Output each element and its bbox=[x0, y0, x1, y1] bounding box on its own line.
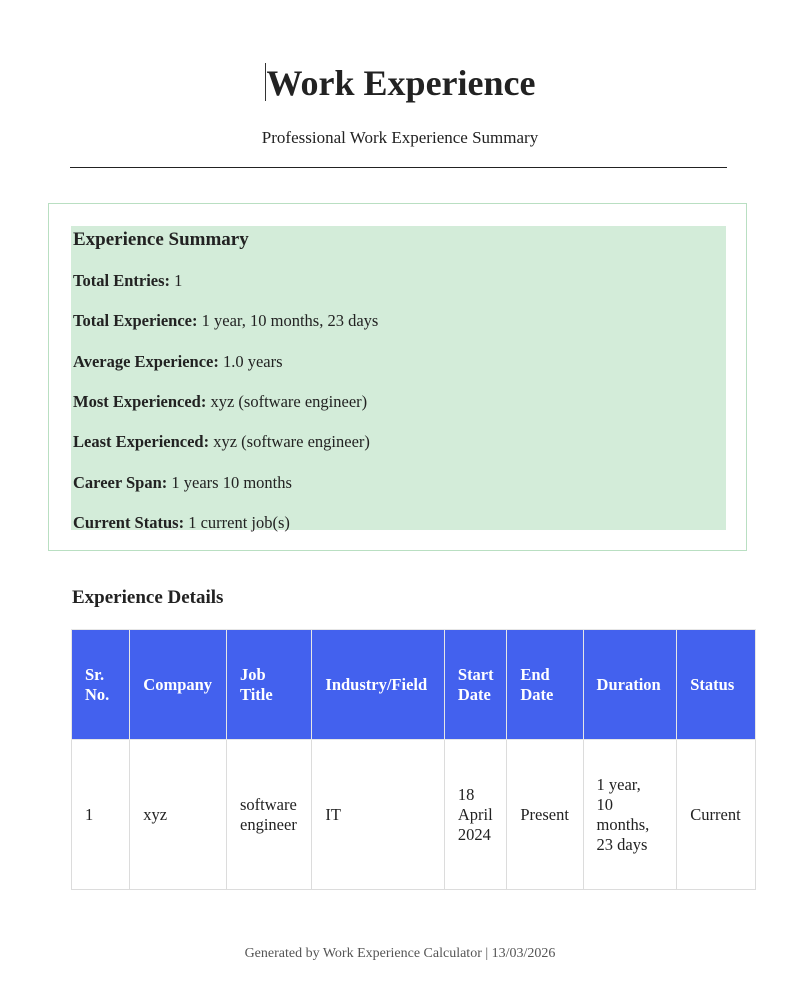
cell-duration: 1 year, 10 months, 23 days bbox=[583, 740, 677, 890]
table-header-row bbox=[72, 630, 756, 740]
table-row bbox=[72, 740, 756, 890]
cell-status: Current bbox=[677, 740, 756, 890]
summary-label: Current Status: bbox=[73, 513, 185, 532]
cell-end-date: Present bbox=[507, 740, 583, 890]
column-header-duration: Duration bbox=[583, 630, 677, 740]
summary-total-entries bbox=[73, 271, 182, 291]
page-title-text: Work Experience bbox=[266, 63, 536, 103]
summary-value: 1 bbox=[174, 271, 183, 290]
summary-label: Career Span: bbox=[73, 473, 168, 492]
summary-career-span bbox=[73, 473, 292, 493]
summary-value: 1.0 years bbox=[222, 352, 283, 371]
summary-heading: Experience Summary bbox=[73, 229, 249, 250]
page-footer: Generated by Work Experience Calculator | 13/03/2026 bbox=[244, 946, 556, 961]
summary-most-experienced bbox=[73, 392, 367, 412]
column-header-job-title: Job Title bbox=[227, 630, 312, 740]
cell-job-title: software engineer bbox=[227, 740, 312, 890]
text-cursor bbox=[265, 63, 266, 101]
summary-value: 1 years 10 months bbox=[171, 473, 292, 492]
column-header-end-date: End Date bbox=[507, 630, 583, 740]
cell-industry: IT bbox=[312, 740, 444, 890]
cell-sr-no: 1 bbox=[72, 740, 130, 890]
experience-summary-panel bbox=[71, 226, 726, 530]
column-header-status: Status bbox=[677, 630, 756, 740]
column-header-sr-no: Sr. No. bbox=[72, 630, 130, 740]
column-header-industry: Industry/Field bbox=[312, 630, 444, 740]
summary-label: Most Experienced: bbox=[73, 392, 207, 411]
cell-company: xyz bbox=[130, 740, 227, 890]
cell-start-date: 18 April 2024 bbox=[444, 740, 506, 890]
page-subtitle: Professional Work Experience Summary bbox=[261, 128, 539, 147]
column-header-start-date: Start Date bbox=[444, 630, 506, 740]
details-heading: Experience Details bbox=[72, 587, 224, 608]
summary-value: xyz (software engineer) bbox=[210, 392, 368, 411]
title-divider bbox=[70, 167, 727, 168]
experience-summary-box bbox=[48, 203, 747, 551]
summary-value: 1 current job(s) bbox=[188, 513, 290, 532]
summary-label: Average Experience: bbox=[73, 352, 219, 371]
summary-value: xyz (software engineer) bbox=[213, 432, 370, 451]
column-header-company: Company bbox=[130, 630, 227, 740]
experience-table bbox=[71, 629, 756, 890]
summary-value: 1 year, 10 months, 23 days bbox=[201, 311, 379, 330]
summary-label: Total Experience: bbox=[73, 311, 198, 330]
summary-average-experience bbox=[73, 352, 283, 372]
summary-least-experienced bbox=[73, 432, 370, 452]
summary-label: Total Entries: bbox=[73, 271, 171, 290]
summary-total-experience bbox=[73, 311, 378, 331]
summary-current-status bbox=[73, 513, 290, 533]
summary-label: Least Experienced: bbox=[73, 432, 210, 451]
page-title bbox=[0, 62, 800, 104]
